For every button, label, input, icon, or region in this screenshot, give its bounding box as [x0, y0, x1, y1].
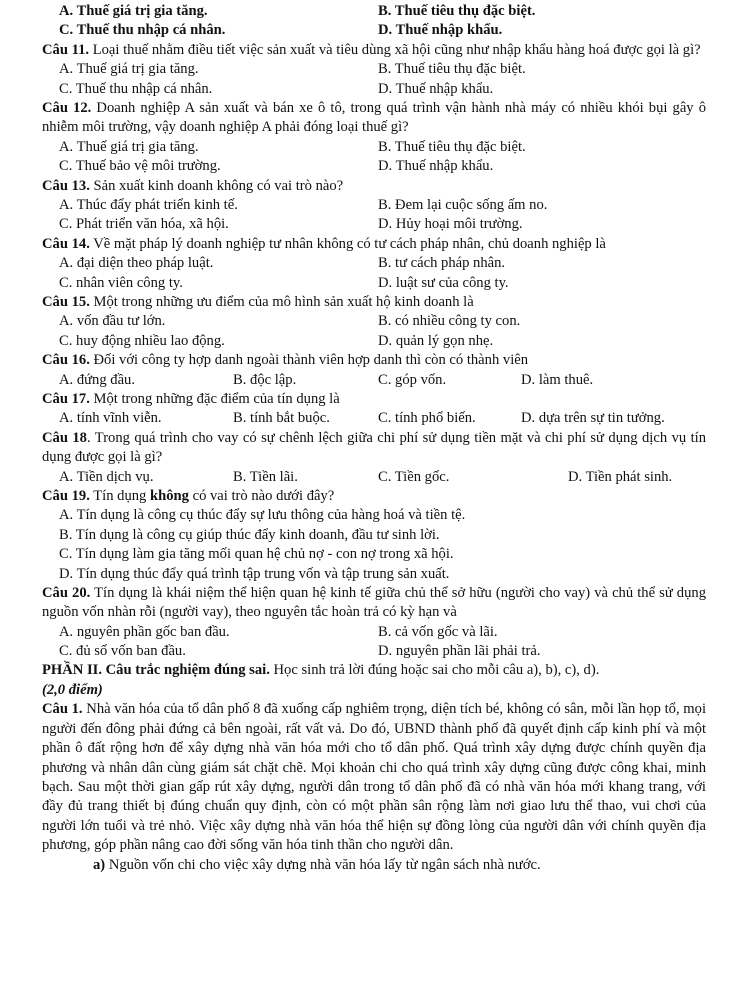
q17-option-c: C. tính phổ biến. [378, 410, 476, 427]
part-2-question-1-passage: Câu 1. Nhà văn hóa của tổ dân phố 8 đã xuống cấp nghiêm trọng, diện tích bé, không có sân, mỗi lần họp tổ, mọi người đến đông phải đứng cả bên ngoài, rất vất vả. Do đó, UBND thành phố đã quyết định cấp kinh phí và một phần ô đất rộng hơn để xây dựng nhà văn hóa mới cho tổ dân phố. Quá trình xây dựng được chính quyền địa phương và nhân dân cùng giám sát chặt chẽ. Mọi khoản chi cho quá trình xây dựng cũng được công khai, minh bạch. Sau một thời gian gấp rút xây dựng, người dân trong tổ dân phố đã có nhà văn hóa mới khang trang, với đầy đủ trang thiết bị đúng chuẩn quy định, còn có một phần sân rộng làm nơi giao lưu thể thao, vui chơi của người lớn tuổi và trẻ nhỏ. Việc xây dựng nhà văn hóa thể hiện sự đồng lòng của người dân với chính quyền địa phương, góp phần nâng cao đời sống văn hóa tinh thần cho người dân. [42, 701, 706, 854]
question-20-stem: Câu 20. Tín dụng là khái niệm thể hiện quan hệ kinh tế giữa chủ thể sở hữu (người cho vay) và chủ thể sử dụng nguồn vốn nhàn rỗi (người vay), theo nguyên tắc hoàn trả có kỳ hạn và [42, 584, 706, 621]
q13-option-b: B. Đem lại cuộc sống ấm no. [378, 196, 548, 213]
q18-options-row [0, 468, 730, 487]
q14-option-b: B. tư cách pháp nhân. [378, 255, 506, 272]
question-15-stem: Câu 15. Một trong những ưu điểm của mô hình sản xuất hộ kinh doanh là [42, 293, 474, 310]
question-17-stem: Câu 17. Một trong những đặc điểm của tín dụng là [42, 390, 340, 407]
part-2-question-1-statement-a: a) Nguồn vốn chi cho việc xây dựng nhà văn hóa lấy từ ngân sách nhà nước. [93, 856, 541, 873]
q10-option-d: D. Thuế nhập khẩu. [378, 22, 503, 39]
q12-options-row-2 [0, 157, 730, 176]
q18-option-a: A. Tiền dịch vụ. [59, 468, 154, 485]
q13-option-c: C. Phát triển văn hóa, xã hội. [59, 216, 229, 233]
q15-option-c: C. huy động nhiều lao động. [59, 332, 225, 349]
q16-option-d: D. làm thuê. [521, 371, 594, 388]
q13-options-row-2 [0, 215, 730, 234]
question-14-stem: Câu 14. Về mặt pháp lý doanh nghiệp tư nhân không có tư cách pháp nhân, chủ doanh nghiệp là [42, 235, 606, 252]
q15-options-row-2 [0, 332, 730, 351]
q18-option-c: C. Tiền gốc. [378, 468, 450, 485]
q15-option-d: D. quản lý gọn nhẹ. [378, 332, 494, 349]
question-16-stem: Câu 16. Đối với công ty hợp danh ngoài thành viên hợp danh thì còn có thành viên [42, 352, 529, 369]
part-2-heading: PHẦN II. Câu trắc nghiệm đúng sai. Học sinh trả lời đúng hoặc sai cho mỗi câu a), b), c), d). [42, 662, 600, 679]
q16-option-c: C. góp vốn. [378, 371, 447, 388]
q12-option-b: B. Thuế tiêu thụ đặc biệt. [378, 138, 526, 155]
q19-option-a: A. Tín dụng là công cụ thúc đẩy sự lưu thông của hàng hoá và tiền tệ. [59, 507, 466, 524]
q15-option-a: A. vốn đầu tư lớn. [59, 313, 166, 330]
q19-option-d: D. Tín dụng thúc đẩy quá trình tập trung vốn và tập trung sản xuất. [59, 565, 450, 582]
q20-option-b: B. cả vốn gốc và lãi. [378, 623, 498, 640]
q10-option-c: C. Thuế thu nhập cá nhân. [59, 22, 226, 39]
q15-option-b: B. có nhiều công ty con. [378, 313, 521, 330]
q11-option-a: A. Thuế giá trị gia tăng. [59, 61, 199, 78]
q13-option-a: A. Thúc đẩy phát triển kinh tế. [59, 196, 238, 213]
question-11-stem: Câu 11. Loại thuế nhằm điều tiết việc sản xuất và tiêu dùng xã hội cũng như nhập khẩu hàng hoá được gọi là gì? [42, 41, 701, 58]
q14-option-c: C. nhân viên công ty. [59, 274, 183, 291]
q14-options-row-2 [0, 274, 730, 293]
q17-options-row [0, 409, 730, 428]
q19-option-b: B. Tín dụng là công cụ giúp thúc đẩy kinh doanh, đầu tư sinh lời. [59, 526, 440, 543]
q14-options-row-1 [0, 254, 730, 273]
q13-options-row-1 [0, 196, 730, 215]
q16-option-b: B. độc lập. [233, 371, 297, 388]
q20-options-row-2 [0, 642, 730, 661]
q20-options-row-1 [0, 623, 730, 642]
q11-option-c: C. Thuế thu nhập cá nhân. [59, 80, 213, 97]
q18-option-b: B. Tiền lãi. [233, 468, 298, 485]
question-19-stem: Câu 19. Tín dụng không có vai trò nào dưới đây? [42, 487, 335, 504]
question-13-stem: Câu 13. Sản xuất kinh doanh không có vai trò nào? [42, 177, 344, 194]
q16-option-a: A. đứng đầu. [59, 371, 136, 388]
question-12-stem: Câu 12. Doanh nghiệp A sản xuất và bán xe ô tô, trong quá trình vận hành nhà máy có nhiều khói bụi gây ô nhiễm môi trường, vậy doanh nghiệp A phải đóng loại thuế gì? [42, 99, 707, 136]
q10-option-b: B. Thuế tiêu thụ đặc biệt. [378, 3, 536, 19]
q17-option-b: B. tính bắt buộc. [233, 410, 330, 427]
q10-options-row-2 [0, 21, 730, 40]
part-2-points: (2,0 điểm) [42, 681, 103, 698]
question-18-stem: Câu 18. Trong quá trình cho vay có sự chênh lệch giữa chi phí sử dụng tiền mặt và chi phí sử dụng dịch vụ tín dụng được gọi là gì? [42, 429, 706, 466]
q12-option-c: C. Thuế bảo vệ môi trường. [59, 158, 221, 175]
q13-option-d: D. Hủy hoại môi trường. [378, 216, 523, 233]
q15-options-row-1 [0, 312, 730, 331]
q16-options-row [0, 371, 730, 390]
q10-option-a: A. Thuế giá trị gia tăng. [59, 3, 208, 19]
q20-option-d: D. nguyên phần lãi phải trả. [378, 643, 541, 660]
q14-option-d: D. luật sư của công ty. [378, 274, 509, 291]
q19-option-c: C. Tín dụng làm gia tăng mối quan hệ chủ nợ - con nợ trong xã hội. [59, 546, 454, 563]
q12-options-row-1 [0, 138, 730, 157]
q20-option-c: C. đủ số vốn ban đầu. [59, 643, 186, 660]
q12-option-d: D. Thuế nhập khẩu. [378, 158, 494, 175]
q11-option-d: D. Thuế nhập khẩu. [378, 80, 494, 97]
q17-option-d: D. dựa trên sự tin tưởng. [521, 410, 665, 427]
q17-option-a: A. tính vĩnh viễn. [59, 410, 162, 427]
q12-option-a: A. Thuế giá trị gia tăng. [59, 138, 199, 155]
q18-option-d: D. Tiền phát sinh. [568, 468, 673, 485]
q14-option-a: A. đại diện theo pháp luật. [59, 255, 214, 272]
q10-options-row-1 [0, 2, 730, 21]
q11-option-b: B. Thuế tiêu thụ đặc biệt. [378, 61, 526, 78]
q11-options-row-2 [0, 80, 730, 99]
q11-options-row-1 [0, 60, 730, 79]
q20-option-a: A. nguyên phần gốc ban đầu. [59, 623, 230, 640]
